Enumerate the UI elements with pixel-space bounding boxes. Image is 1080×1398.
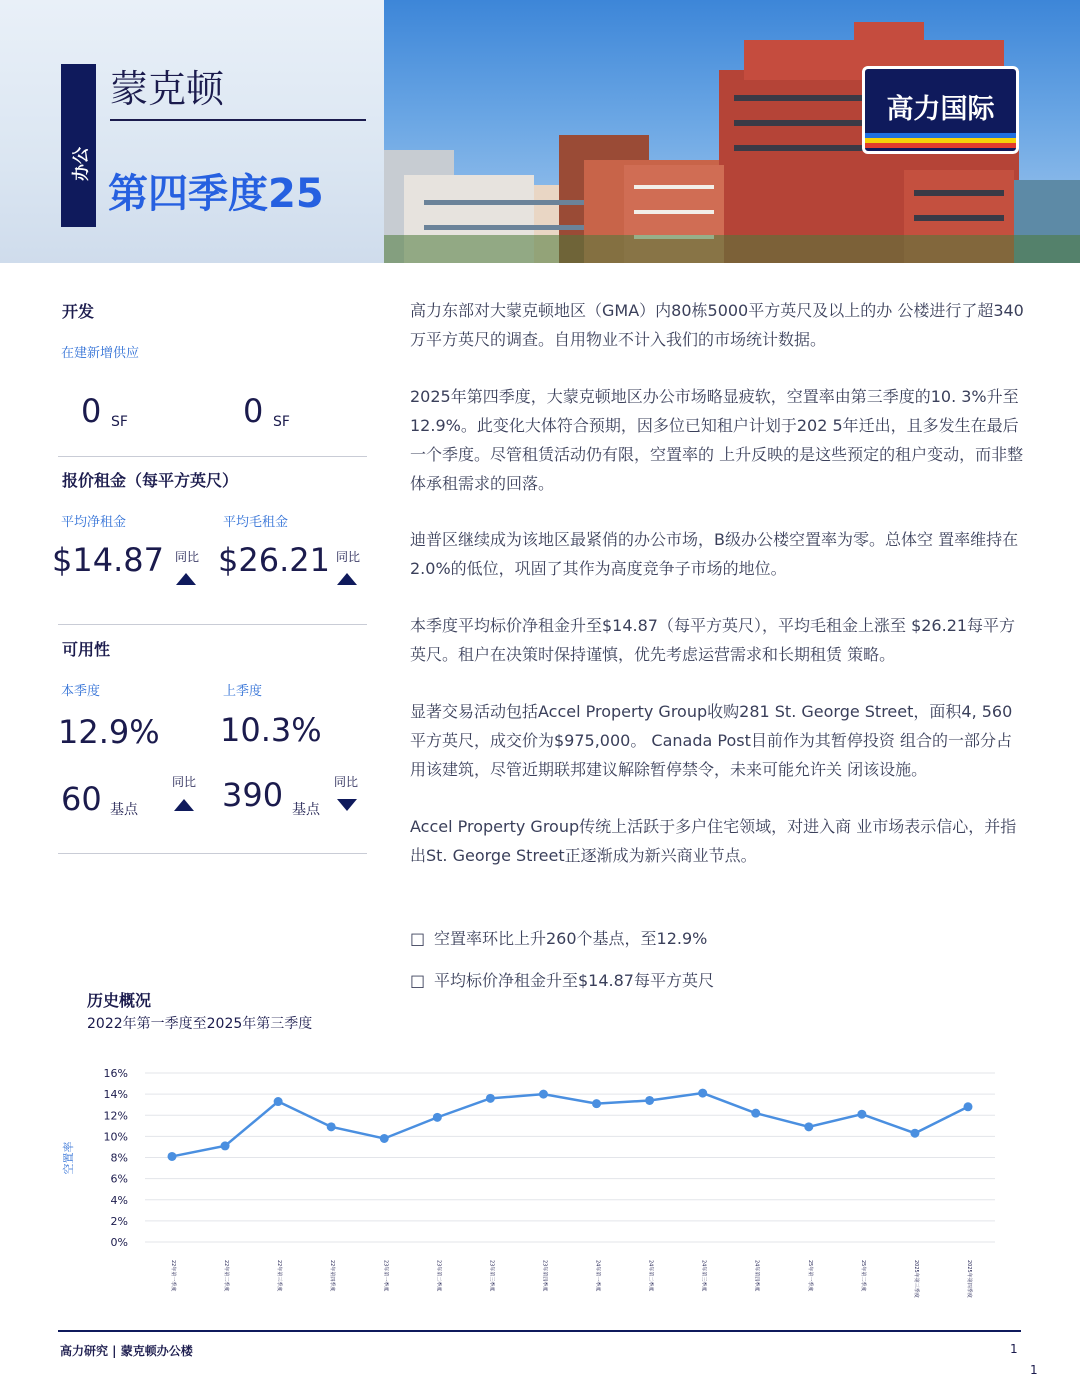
data-point xyxy=(645,1096,654,1105)
x-tick-label: 2025年第四季度 xyxy=(966,1260,972,1298)
section-divider xyxy=(58,456,367,457)
transaction-paragraph: 显著交易活动包括Accel Property Group收购281 St. George Street，面积4, 560平方英尺，成交价为$975,000。 Canada Post目前作为其暂停投资 组合的一部分占用该建筑，尽管近期联邦建议解除暂停禁令，未来可能允许关 闭该设施。 xyxy=(410,702,1013,779)
gross-rent-up-arrow-icon xyxy=(337,573,357,585)
development-label: 在建新增供应 xyxy=(61,346,140,361)
data-point xyxy=(539,1090,548,1099)
submarket-paragraph: 迪普区继续成为该地区最紧俏的办公市场，B级办公楼空置率为零。总体空 置率维持在2.0%的低位，巩固了其作为高度竞争子市场的地位。 xyxy=(410,530,1019,578)
development-unit-1: SF xyxy=(111,414,128,430)
footer-text: 高力研究 | 蒙克顿办公楼 xyxy=(60,1344,193,1358)
series-line xyxy=(172,1093,968,1156)
sector-tab xyxy=(61,64,96,227)
data-point xyxy=(698,1089,707,1098)
development-heading: 开发 xyxy=(62,302,95,321)
y-axis-label: 空置率 xyxy=(62,1141,75,1175)
vacancy-line-chart xyxy=(0,1040,1080,1310)
bullet-box-icon: □ xyxy=(410,929,426,948)
outlook-paragraph: Accel Property Group传统上活跃于多户住宅领域，对进入商 业市场表示信心，并指出St. George Street正逐渐成为新兴商业节点。 xyxy=(410,817,1017,865)
data-point xyxy=(168,1152,177,1161)
development-value-2: 0 xyxy=(243,392,264,430)
y-tick-label: 8% xyxy=(110,1151,128,1165)
y-tick-label: 6% xyxy=(110,1172,128,1186)
data-point xyxy=(274,1097,283,1106)
chart-subtitle: 2022年第一季度至2025年第三季度 xyxy=(87,1016,313,1032)
y-tick-label: 16% xyxy=(103,1067,128,1080)
data-point xyxy=(327,1122,336,1131)
sector-tab-label: 办公 xyxy=(71,147,91,181)
logo-stripe-red xyxy=(865,143,1016,148)
y-tick-label: 12% xyxy=(103,1109,128,1123)
x-tick-label: 24年第三季度 xyxy=(700,1260,707,1292)
header-left-panel xyxy=(0,0,384,263)
previous-quarter-label: 上季度 xyxy=(223,684,263,699)
x-tick-label: 22年第二季度 xyxy=(223,1260,230,1292)
page-number-secondary: 1 xyxy=(1030,1363,1038,1377)
bullet-text-1: 空置率环比上升260个基点，至12.9% xyxy=(434,929,708,948)
x-tick-label: 2025年第三季度 xyxy=(912,1260,919,1298)
data-point xyxy=(592,1099,601,1108)
x-tick-label: 24年第一季度 xyxy=(594,1260,601,1292)
bullet-text-2: 平均标价净租金升至$14.87每平方英尺 xyxy=(434,971,714,990)
net-rent-label: 平均净租金 xyxy=(61,515,127,530)
availability-heading: 可用性 xyxy=(62,640,111,659)
gross-rent-yoy-label: 同比 xyxy=(336,550,361,564)
footer-divider xyxy=(58,1330,1021,1332)
brand-logo-text: 高力国际 xyxy=(886,94,995,125)
section-divider xyxy=(58,853,367,854)
net-rent-yoy-label: 同比 xyxy=(175,550,200,564)
y-tick-label: 0% xyxy=(110,1236,128,1249)
x-tick-label: 25年第二季度 xyxy=(859,1260,866,1292)
net-rent-up-arrow-icon xyxy=(176,573,196,585)
gross-rent-label: 平均毛租金 xyxy=(223,515,289,530)
data-point xyxy=(221,1141,230,1150)
x-tick-label: 23年第二季度 xyxy=(435,1260,442,1292)
current-quarter-label: 本季度 xyxy=(61,684,101,699)
section-divider xyxy=(58,624,367,625)
development-value-1: 0 xyxy=(81,392,102,430)
data-point xyxy=(433,1113,442,1122)
bp-unit-2: 基点 xyxy=(292,802,320,818)
current-vacancy-value: 12.9% xyxy=(58,713,160,751)
bp-unit-1: 基点 xyxy=(110,802,138,818)
brand-logo xyxy=(862,66,1019,154)
x-tick-label: 23年第四季度 xyxy=(541,1260,548,1292)
bp-yoy-label-2: 同比 xyxy=(334,775,359,789)
x-tick-label: 23年第一季度 xyxy=(382,1260,389,1292)
development-unit-2: SF xyxy=(273,414,290,430)
previous-vacancy-value: 10.3% xyxy=(220,711,322,749)
bp-yoy-label-1: 同比 xyxy=(172,775,197,789)
city-title: 蒙克顿 xyxy=(110,67,225,111)
bullet-item-1 xyxy=(410,926,707,949)
bp-change-value-1: 60 xyxy=(61,780,102,818)
bp-up-arrow-icon xyxy=(174,799,194,811)
data-point xyxy=(910,1129,919,1138)
bullet-box-icon: □ xyxy=(410,971,426,990)
data-point xyxy=(804,1122,813,1131)
gross-rent-value: $26.21 xyxy=(218,541,330,579)
data-point xyxy=(380,1134,389,1143)
net-rent-value: $14.87 xyxy=(52,541,164,579)
rent-heading: 报价租金（每平方英尺） xyxy=(62,471,239,490)
x-tick-label: 23年第三季度 xyxy=(488,1260,495,1292)
x-tick-label: 25年第一季度 xyxy=(806,1260,813,1292)
bp-down-arrow-icon xyxy=(337,799,357,811)
x-tick-label: 24年第二季度 xyxy=(647,1260,654,1292)
quarter-title: 第四季度25 xyxy=(108,171,324,217)
bullet-item-2 xyxy=(410,968,714,991)
data-point xyxy=(964,1102,973,1111)
page-number: 1 xyxy=(1010,1342,1018,1356)
market-paragraph: 2025年第四季度，大蒙克顿地区办公市场略显疲软，空置率由第三季度的10. 3%升至12.9%。此变化大体符合预期，因多位已知租户计划于202 5年迁出，且多发生在最后一个季度。尽管租赁活动仍有限，空置率的 上升反映的是这些预定的租户变动，而非整体承租需求的回落。 xyxy=(410,387,1024,493)
y-tick-label: 4% xyxy=(110,1193,128,1207)
y-tick-label: 10% xyxy=(103,1130,128,1144)
data-point xyxy=(751,1109,760,1118)
x-tick-label: 22年第三季度 xyxy=(276,1260,283,1292)
x-tick-label: 22年第四季度 xyxy=(329,1260,336,1292)
chart-title: 历史概况 xyxy=(87,991,152,1010)
y-tick-label: 2% xyxy=(110,1214,128,1228)
header-divider xyxy=(110,119,366,121)
x-tick-label: 24年第四季度 xyxy=(753,1260,760,1292)
summary-paragraph: 高力东部对大蒙克顿地区（GMA）内80栋5000平方英尺及以上的办 公楼进行了超340万平方英尺的调查。自用物业不计入我们的市场统计数据。 xyxy=(410,301,1024,349)
y-tick-label: 14% xyxy=(103,1088,128,1102)
bp-change-value-2: 390 xyxy=(222,776,284,814)
data-point xyxy=(857,1110,866,1119)
x-tick-label: 22年第一季度 xyxy=(170,1260,176,1292)
rent-paragraph: 本季度平均标价净租金升至$14.87（每平方英尺），平均毛租金上涨至 $26.21每平方英尺。租户在决策时保持谨慎，优先考虑运营需求和长期租赁 策略。 xyxy=(410,616,1016,664)
data-point xyxy=(486,1094,495,1103)
